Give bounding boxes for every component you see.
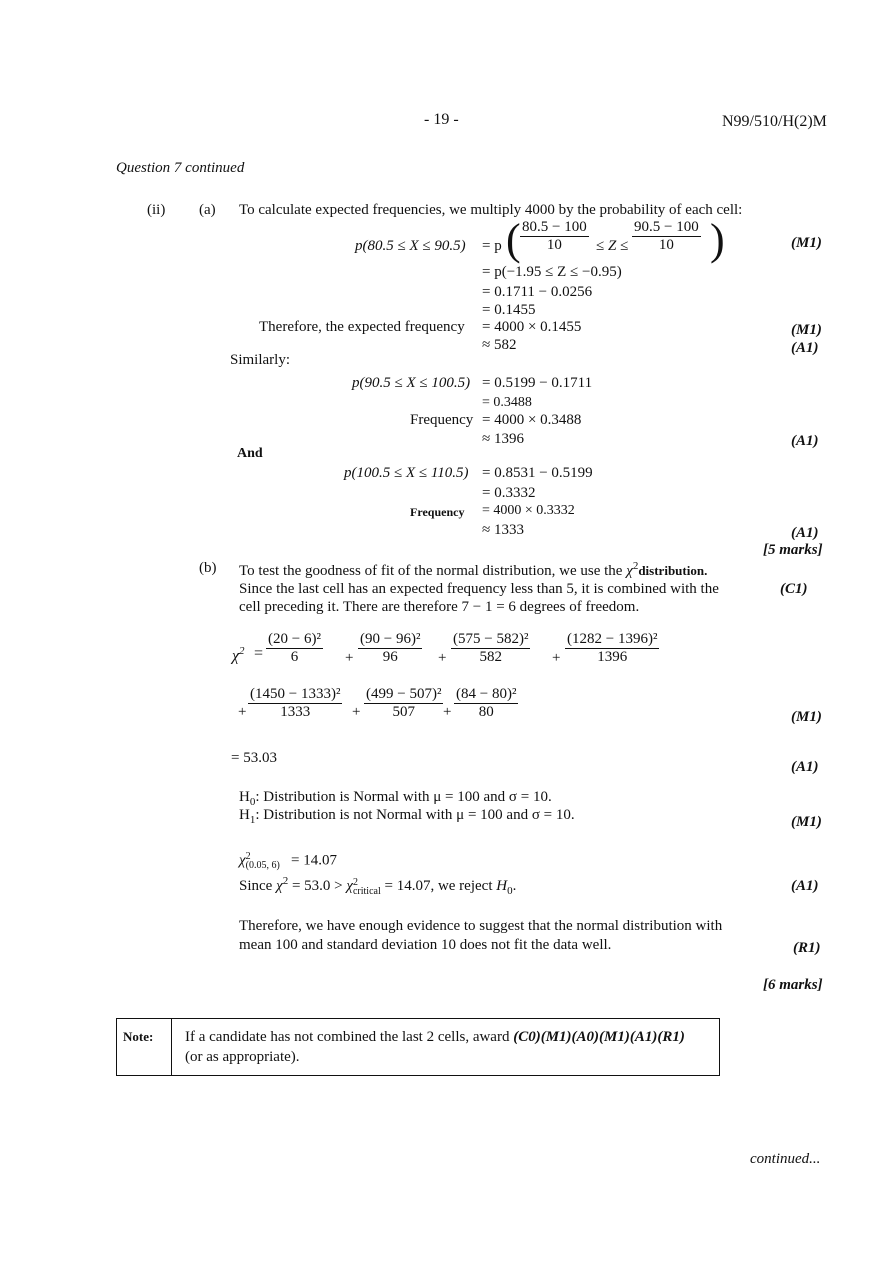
footer-continued: continued... (750, 1151, 821, 1167)
right-paren: ) (710, 215, 725, 264)
crit-sup: 2 (245, 851, 251, 862)
p1-frac-1 (520, 219, 589, 254)
part-a-total-marks: [5 marks] (763, 542, 823, 558)
term-7 (454, 686, 518, 721)
term-6-den: 507 (392, 704, 415, 720)
part-b-line1-pre: To test the goodness of fit of the normal distribution, we use the (239, 563, 623, 579)
left-paren: ( (506, 215, 521, 264)
h1-label: H (239, 807, 250, 823)
term-3-num: (575 − 582)² (453, 631, 529, 647)
note-box (116, 1018, 720, 1076)
freq3-result: ≈ 1333 (482, 522, 524, 538)
p2-result: = 0.3488 (482, 395, 532, 410)
crit-chi: χ (239, 852, 246, 869)
term-7-den: 80 (478, 704, 494, 720)
term-1 (266, 631, 323, 666)
note-text-marks: (C0)(M1)(A0)(M1)(A1)(R1) (513, 1029, 685, 1045)
h0-statement (239, 789, 552, 808)
critical-value (239, 852, 337, 870)
p3-calc: = 0.8531 − 0.5199 (482, 465, 593, 481)
p1-lhs: p(80.5 ≤ X ≤ 90.5) (355, 238, 466, 254)
term-2-den: 96 (382, 649, 398, 665)
h0-text: : Distribution is Normal with μ = 100 and σ = 10. (255, 789, 552, 805)
mark-a-m2: (M1) (791, 322, 822, 338)
mark-b-m2: (M1) (791, 814, 822, 830)
page-number: - 19 - (424, 111, 459, 128)
mark-a-a3: (A1) (791, 525, 819, 541)
part-b-line3: cell preceding it. There are therefore 7 − 1 = 6 degrees of freedom. (239, 599, 640, 615)
part-b-line1 (239, 560, 707, 580)
term-5-num: (1450 − 1333)² (250, 686, 341, 702)
chi-symbol: χ (626, 563, 633, 579)
since-statement (239, 875, 516, 897)
mark-b-a1: (A1) (791, 759, 819, 775)
plus-4: + (238, 704, 247, 720)
and-label: And (237, 446, 263, 461)
freq1-result: ≈ 582 (482, 337, 517, 353)
since-post: = 14.07, we reject (384, 878, 493, 894)
since-chi: χ (276, 878, 283, 894)
note-label: Note: (123, 1029, 154, 1044)
note-text-line1 (185, 1029, 685, 1046)
p1-mid: ≤ Z ≤ (596, 238, 629, 254)
chi-lhs (232, 645, 245, 665)
freq2-label: Frequency (410, 412, 474, 428)
term-6 (364, 686, 443, 721)
chi-result: = 53.03 (231, 750, 277, 766)
plus-6: + (443, 704, 452, 720)
p1-den2: 10 (658, 237, 674, 253)
crit-sub: (0.05, 6) (245, 860, 280, 871)
mark-a-a1: (A1) (791, 340, 819, 356)
question-label: Question 7 continued (116, 160, 245, 176)
mark-b-a2: (A1) (791, 878, 819, 894)
mark-a-a2: (A1) (791, 433, 819, 449)
term-3 (451, 631, 530, 666)
note-divider (171, 1019, 172, 1075)
plus-5: + (352, 704, 361, 720)
since-h: H (496, 878, 508, 894)
part-a-intro: To calculate expected frequencies, we multiply 4000 by the probability of each cell: (239, 202, 743, 218)
p3-result: = 0.3332 (482, 485, 536, 501)
p2-lhs: p(90.5 ≤ X ≤ 100.5) (352, 375, 471, 391)
freq3-label: Frequency (410, 505, 465, 519)
freq2-result: ≈ 1396 (482, 431, 524, 447)
chi-eq: = (254, 645, 264, 662)
term-4 (565, 631, 659, 666)
since-sup: 2 (282, 875, 289, 887)
note-text-pre: If a candidate has not combined the last 2 cells, award (185, 1029, 510, 1045)
term-4-num: (1282 − 1396)² (567, 631, 658, 647)
freq3-calc: = 4000 × 0.3332 (482, 503, 575, 518)
term-5-den: 1333 (280, 704, 311, 720)
since-chi2: χ (346, 878, 353, 894)
term-5 (248, 686, 342, 721)
since-pre: Since (239, 878, 273, 894)
p1-num2: 90.5 − 100 (634, 219, 699, 235)
h0-label: H (239, 789, 250, 805)
term-1-num: (20 − 6)² (268, 631, 321, 647)
plus-3: + (552, 650, 561, 666)
freq1-label: Therefore, the expected frequency (259, 319, 465, 335)
part-ii-label: (ii) (147, 202, 166, 218)
plus-1: + (345, 650, 354, 666)
h0-sub: 0 (249, 796, 256, 808)
term-2 (358, 631, 422, 666)
mark-b-r1: (R1) (793, 940, 821, 956)
part-b-line1-post: distribution. (638, 563, 708, 578)
since-hsub: 0 (507, 885, 513, 897)
p1-eq: = p (482, 238, 502, 254)
mark-b-c1: (C1) (780, 581, 808, 597)
p2-calc: = 0.5199 − 0.1711 (482, 375, 593, 391)
p3-lhs: p(100.5 ≤ X ≤ 110.5) (344, 465, 469, 481)
p1-line2: = p(−1.95 ≤ Z ≤ −0.95) (482, 264, 622, 280)
term-2-num: (90 − 96)² (360, 631, 421, 647)
p1-num1: 80.5 − 100 (522, 219, 587, 235)
plus-2: + (438, 650, 447, 666)
since-mid: = 53.0 > (291, 878, 343, 894)
chi-sup: 2 (632, 560, 639, 572)
document-code: N99/510/H(2)M (722, 113, 827, 130)
term-4-den: 1396 (597, 649, 628, 665)
conclusion-line1: Therefore, we have enough evidence to suggest that the normal distribution with (239, 918, 723, 934)
mark-b-m1: (M1) (791, 709, 822, 725)
p1-line4: = 0.1455 (482, 302, 536, 318)
freq2-calc: = 4000 × 0.3488 (482, 412, 582, 428)
conclusion-line2: mean 100 and standard deviation 10 does not fit the data well. (239, 937, 612, 953)
h1-text: : Distribution is not Normal with μ = 100 and σ = 10. (255, 807, 575, 823)
since-dot: . (512, 878, 517, 894)
part-a-label: (a) (199, 202, 216, 218)
similarly-label: Similarly: (230, 352, 290, 368)
chi-lhs-symbol: χ (232, 647, 240, 665)
h1-sub: 1 (249, 814, 256, 826)
since-sup2: 2 (352, 876, 358, 888)
part-b-total-marks: [6 marks] (763, 977, 823, 993)
part-b-label: (b) (199, 560, 217, 576)
term-6-num: (499 − 507)² (366, 686, 442, 702)
crit-val: = 14.07 (291, 852, 337, 869)
p1-line3: = 0.1711 − 0.0256 (482, 284, 593, 300)
term-3-den: 582 (479, 649, 502, 665)
freq1-calc: = 4000 × 0.1455 (482, 319, 582, 335)
p1-den1: 10 (546, 237, 562, 253)
term-1-den: 6 (290, 649, 299, 665)
mark-a-m1: (M1) (791, 235, 822, 251)
h1-statement (239, 807, 575, 826)
since-sub2: critical (352, 885, 381, 897)
part-b-line2: Since the last cell has an expected frequency less than 5, it is combined with the (239, 581, 719, 597)
chi-lhs-sup: 2 (239, 645, 245, 657)
p1-frac-2 (632, 219, 701, 254)
term-7-num: (84 − 80)² (456, 686, 517, 702)
note-text-line2: (or as appropriate). (185, 1049, 300, 1065)
